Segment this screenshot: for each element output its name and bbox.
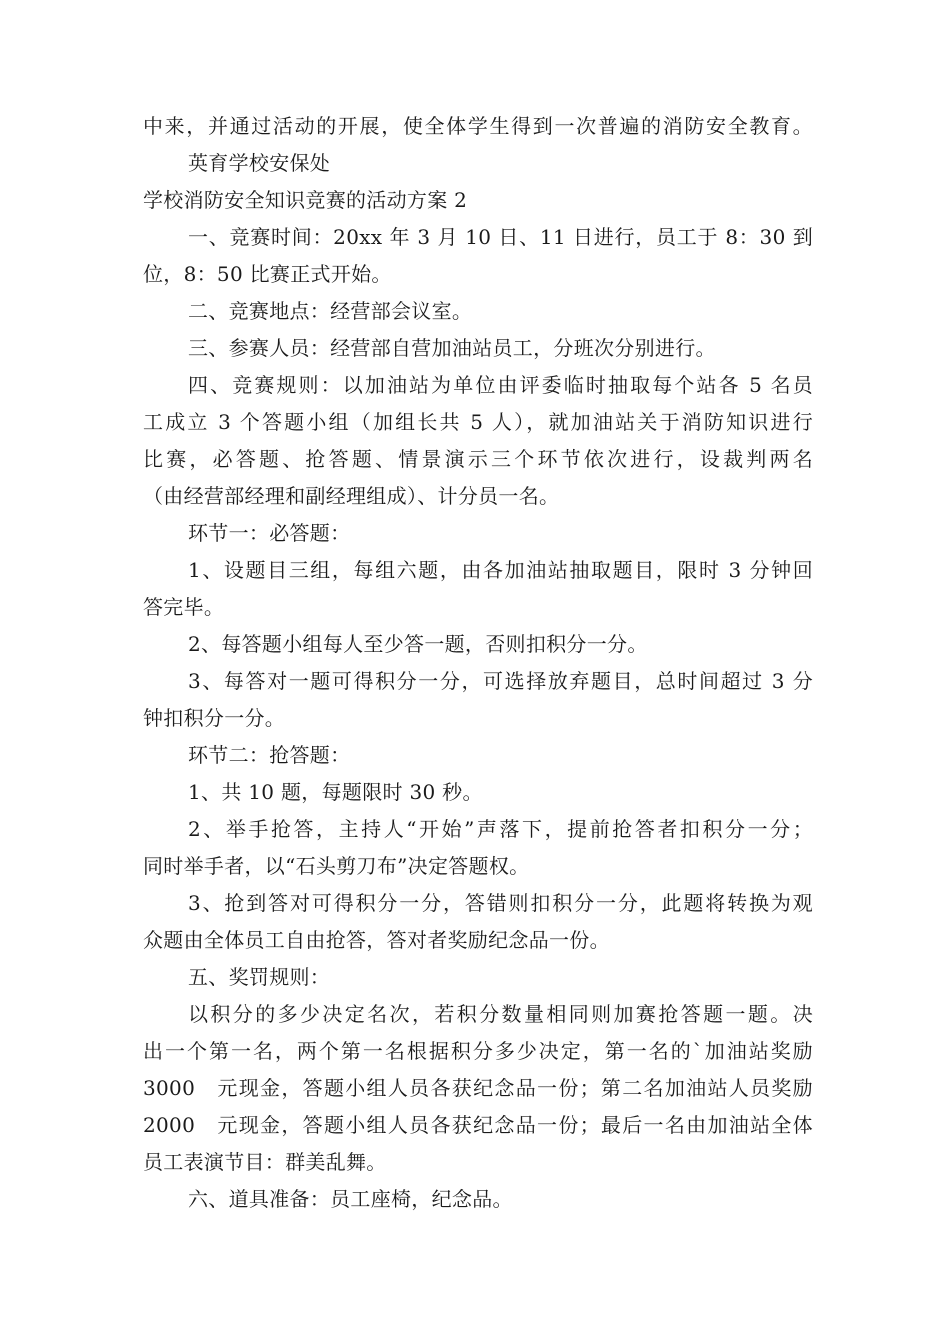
text-line: 2000 元现金，答题小组人员各获纪念品一份；最后一名由加油站全体	[143, 1113, 813, 1137]
text-line: 三、参赛人员：经营部自营加油站员工，分班次分别进行。	[188, 336, 716, 360]
text-line: 2、举手抢答，主持人“开始”声落下，提前抢答者扣积分一分；	[188, 817, 813, 841]
text-line: 以积分的多少决定名次，若积分数量相同则加赛抢答题一题。决	[188, 1002, 813, 1026]
text-line: 出一个第一名，两个第一名根据积分多少决定，第一名的`加油站奖励	[143, 1039, 813, 1063]
text-line: 3000 元现金，答题小组人员各获纪念品一份；第二名加油站人员奖励	[143, 1076, 813, 1100]
text-line: 二、竞赛地点：经营部会议室。	[188, 299, 473, 323]
text-line: 同时举手者，以“石头剪刀布”决定答题权。	[143, 854, 530, 878]
text-line: 答完毕。	[143, 595, 225, 619]
text-line: 位，8：50 比赛正式开始。	[143, 262, 392, 286]
text-line: 钟扣积分一分。	[143, 706, 286, 730]
text-line: 比赛，必答题、抢答题、情景演示三个环节依次进行，设裁判两名	[143, 447, 813, 471]
document-page	[143, 108, 813, 1218]
text-line: （由经营部经理和副经理组成）、计分员一名。	[143, 484, 560, 508]
text-line: 员工表演节目：群美乱舞。	[143, 1150, 387, 1174]
signature-line: 英育学校安保处	[188, 151, 331, 175]
text-line: 3、抢到答对可得积分一分，答错则扣积分一分，此题将转换为观	[188, 891, 813, 915]
subsection-heading: 环节一：必答题：	[188, 521, 351, 545]
text-line: 2、每答题小组每人至少答一题，否则扣积分一分。	[188, 632, 648, 656]
text-line: 一、竞赛时间：20xx 年 3 月 10 日、11 日进行，员工于 8：30 到	[188, 225, 813, 249]
text-line: 工成立 3 个答题小组（加组长共 5 人），就加油站关于消防知识进行	[143, 410, 813, 434]
section-heading: 学校消防安全知识竞赛的活动方案 2	[143, 188, 468, 212]
subsection-heading: 环节二：抢答题：	[188, 743, 351, 767]
section-heading: 六、道具准备：员工座椅，纪念品。	[188, 1187, 513, 1211]
text-line: 众题由全体员工自由抢答，答对者奖励纪念品一份。	[143, 928, 610, 952]
text-line: 3、每答对一题可得积分一分，可选择放弃题目，总时间超过 3 分	[188, 669, 813, 693]
section-heading: 五、奖罚规则：	[188, 965, 331, 989]
text-line: 四、竞赛规则：以加油站为单位由评委临时抽取每个站各 5 名员	[188, 373, 813, 397]
text-line: 中来，并通过活动的开展，使全体学生得到一次普遍的消防安全教育。	[143, 114, 813, 138]
text-line: 1、共 10 题，每题限时 30 秒。	[188, 780, 483, 804]
text-line: 1、设题目三组，每组六题，由各加油站抽取题目，限时 3 分钟回	[188, 558, 813, 582]
